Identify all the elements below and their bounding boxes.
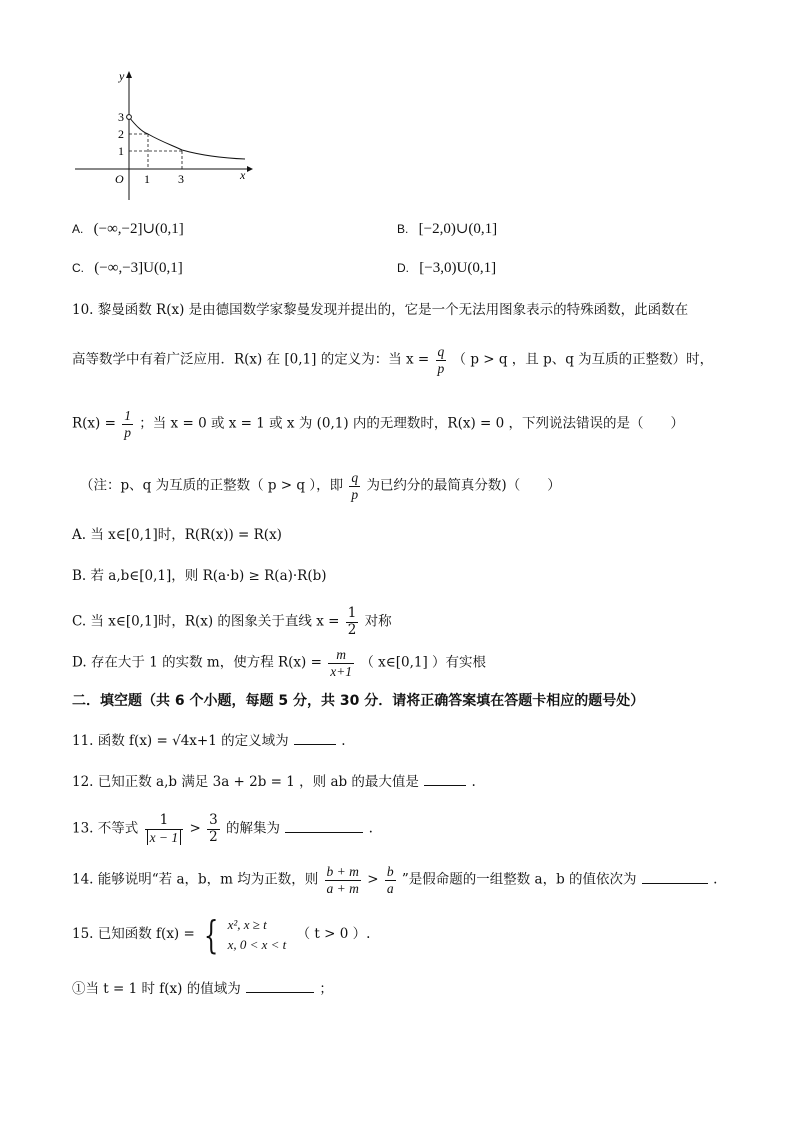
function-graph [70,66,255,206]
section-2-heading: 二．填空题（共 6 个小题，每题 5 分，共 30 分．请将正确答案填在答题卡相应的题号处） [72,693,645,709]
answer-blank[interactable] [246,979,314,993]
answer-blank[interactable] [285,819,363,833]
origin-label: O [115,172,124,186]
q12: 12. 已知正数 a,b 满足 3a + 2b = 1 ，则 ab 的最大值是 . [72,774,476,790]
q10-note: （注：p、q 为互质的正整数（ p > q ），即 $\frac{q}{p}$ 为已约分的最简真分数)（ ） [80,470,561,502]
q10-option-b[interactable]: B. 若 a,b∈[0,1]，则 R(a·b) ≥ R(a)·R(b) [72,568,327,584]
option-text: (−∞,−3]U(0,1] [94,260,183,276]
y-tick-1: 1 [118,144,124,158]
open-endpoint [127,115,132,120]
y-tick-3: 3 [118,110,124,124]
x-tick-1: 1 [144,172,150,186]
q15-part-1: ①当 t = 1 时 f(x) 的值域为 ； [72,981,333,997]
q10-line-2: 高等数学中有着广泛应用．R(x) 在 [0,1] 的定义为：当 x = $\frac{q}{p}$ （ p > q ，且 p、q 为互质的正整数）时， [72,344,714,376]
q10-line-1: 10. 黎曼函数 R(x) 是由德国数学家黎曼发现并提出的，它是一个无法用图象表示的特殊函数，此函数在 [72,302,689,318]
curve [129,117,245,159]
q9-option-b[interactable] [397,219,497,238]
fraction-q-over-p: $\frac{q}{p}$ [437,344,445,376]
y-axis [126,71,132,200]
piecewise-cases: x², x ≥ t x, 0 < x < t [227,917,287,952]
y-axis-label: y [119,69,125,83]
fraction-3-over-2: $\frac{3}{2}$ [209,812,218,845]
q9-option-c[interactable] [72,260,183,277]
fraction-b-plus-m-over-a-plus-m: $\frac{b + m}{a + m}$ [326,864,359,896]
x-axis [75,166,253,172]
x-tick-3: 3 [178,172,184,186]
option-text: (−∞,−2]∪(0,1] [93,221,184,237]
left-brace: { [203,912,219,957]
fraction-1-over-p: $\frac{1}{p}$ [124,408,131,440]
fraction-one-half: $\frac{1}{2}$ [347,605,357,638]
q13: 13. 不等式 $\frac{1}{x - 1}$ > $\frac{3}{2}$ 的解集为 . [72,812,373,845]
answer-blank[interactable] [642,870,708,884]
q9-option-a[interactable] [72,219,184,238]
x-axis-label: x [240,168,246,182]
option-letter: D. [397,261,409,275]
q14: 14. 能够说明“若 a，b，m 均为正数，则 $\frac{b + m}{a + m}$ > $\frac{b}{a}$ ”是假命题的一组整数 a，b 的值依次为 . [72,864,718,896]
q10-option-c[interactable]: C. 当 x∈[0,1]时，R(x) 的图象关于直线 x = $\frac{1}{2}$ 对称 [72,605,392,638]
q9-option-d[interactable] [397,260,496,277]
option-letter: B. [397,222,409,236]
y-tick-2: 2 [118,127,124,141]
option-letter: A. [72,222,84,236]
q15: 15. 已知函数 f(x) = { x², x ≥ t x, 0 < x < t （ t > 0 ）. [72,912,371,957]
option-text: [−2,0)∪(0,1] [418,221,498,237]
q10-line-3: R(x) = $\frac{1}{p}$ ；当 x = 0 或 x = 1 或 x 为 (0,1) 内的无理数时，R(x) = 0 ，下列说法错误的是（ ） [72,408,684,440]
fraction-m-over-x-plus-1: $\frac{m}{x+1}$ [330,647,353,679]
dashed-guides [129,134,182,169]
q10-option-d[interactable]: D. 存在大于 1 的实数 m，使方程 R(x) = $\frac{m}{x+1}$ （ x∈[0,1] ）有实根 [72,647,487,679]
fraction-b-over-a: $\frac{b}{a}$ [386,864,394,896]
fraction-q-over-p: $\frac{q}{p}$ [351,470,359,502]
answer-blank[interactable] [424,772,466,786]
option-text: [−3,0)U(0,1] [419,260,497,276]
answer-blank[interactable] [294,731,336,745]
q10-option-a[interactable]: A. 当 x∈[0,1]时，R(R(x)) = R(x) [72,527,282,543]
fraction-1-over-abs: $\frac{1}{x - 1}$ [145,813,184,845]
option-letter: C. [72,261,84,275]
q11: 11. 函数 f(x) = √4x+1 的定义域为 . [72,733,346,749]
